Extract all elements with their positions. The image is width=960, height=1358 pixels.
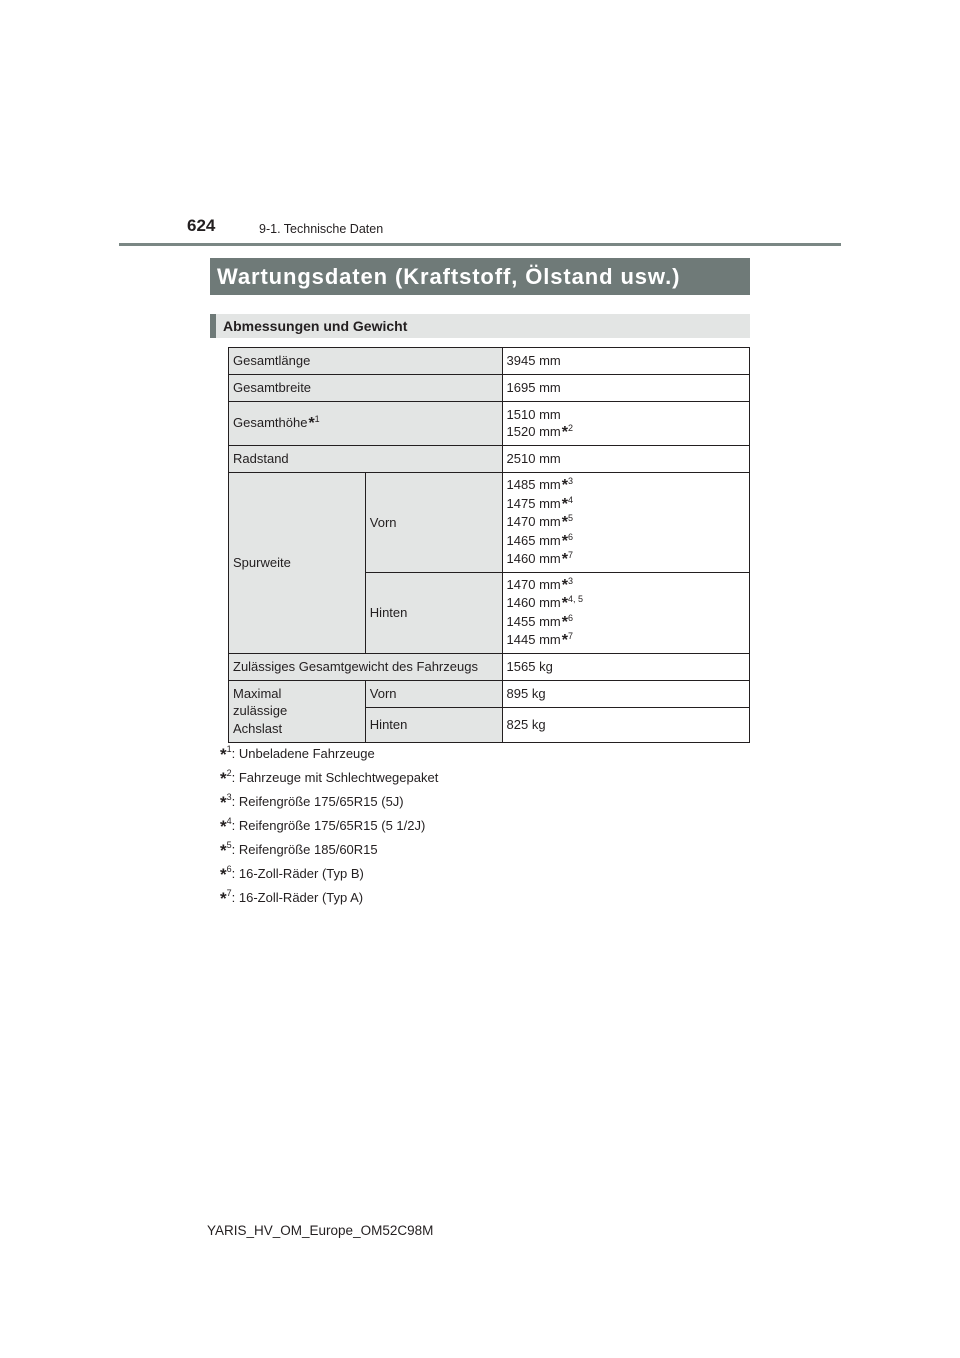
header-rule — [119, 243, 841, 246]
footnote-ref: 4 — [567, 494, 573, 505]
footnote-star: * — [561, 477, 568, 494]
value-line — [507, 513, 745, 532]
footnote-star: * — [220, 865, 227, 884]
achslast-label — [229, 680, 366, 742]
gesamthoehe-label: Gesamthöhe — [233, 415, 308, 431]
measurement-value: 1520 mm — [506, 424, 561, 439]
spurweite-hinten-values — [502, 572, 749, 653]
measurement-value: 1470 mm — [506, 514, 561, 529]
footnote-star: * — [220, 889, 227, 908]
value-line — [507, 631, 745, 650]
measurement-value: 1460 mm — [506, 595, 561, 610]
footnote-star: * — [220, 745, 227, 764]
radstand-value: 2510 mm — [502, 446, 749, 473]
table-row — [229, 402, 750, 446]
value-line — [507, 406, 745, 424]
footnote-star: * — [561, 632, 568, 649]
achslast-hinten-value: 825 kg — [502, 707, 749, 742]
footnote-text: : Unbeladene Fahrzeuge — [231, 746, 375, 761]
table-row — [229, 653, 750, 680]
footnote-text: : 16-Zoll-Räder (Typ B) — [231, 866, 364, 881]
measurement-value: 1470 mm — [506, 576, 561, 592]
footnote-star: * — [561, 532, 568, 550]
gesamtbreite-label: Gesamtbreite — [229, 375, 503, 402]
footnote — [220, 744, 438, 768]
footnote-star: * — [561, 613, 568, 631]
gesamtlaenge-label: Gesamtlänge — [229, 348, 503, 375]
table-row — [229, 473, 750, 573]
footnote-star: * — [220, 841, 227, 860]
section-reference: 9-1. Technische Daten — [259, 222, 384, 236]
value-line — [507, 594, 745, 613]
spurweite-hinten-label: Hinten — [365, 572, 502, 653]
footnote-star: * — [561, 551, 568, 568]
radstand-label: Radstand — [229, 446, 503, 473]
value-line — [507, 550, 745, 569]
gesamtgewicht-value: 1565 kg — [502, 653, 749, 680]
measurement-value: 1465 mm — [506, 532, 561, 548]
dimensions-table — [228, 347, 750, 743]
footnote-ref: 1 — [314, 414, 320, 425]
footnote-text: : Reifengröße 175/65R15 (5J) — [231, 794, 404, 809]
value-line — [507, 576, 745, 595]
measurement-value: 1455 mm — [506, 613, 561, 629]
achslast-label-line: zulässige — [233, 703, 288, 719]
footnote-number: 7 — [226, 888, 232, 898]
measurement-value: 1460 mm — [506, 551, 561, 566]
measurement-value: 1475 mm — [506, 495, 561, 511]
footnote-number: 4 — [226, 816, 232, 826]
footnote-star: * — [561, 595, 568, 612]
footnote-star: * — [561, 424, 568, 441]
main-title: Wartungsdaten (Kraftstoff, Ölstand usw.) — [210, 258, 750, 295]
footnote-ref: 6 — [567, 531, 573, 542]
page-number: 624 — [187, 216, 216, 235]
value-line — [507, 423, 745, 442]
measurement-value: 1485 mm — [506, 477, 561, 492]
footnote-ref: 3 — [567, 476, 573, 486]
footnote-number: 1 — [226, 744, 232, 754]
footnote — [220, 864, 438, 888]
measurement-value: 1510 mm — [506, 406, 561, 422]
footnote-number: 6 — [226, 864, 232, 874]
footnote-star: * — [220, 817, 227, 836]
footnote-number: 3 — [226, 792, 232, 802]
footnotes — [220, 744, 438, 912]
footnote-ref: 5 — [567, 513, 573, 523]
footnote — [220, 888, 438, 912]
footnote-text: : Reifengröße 185/60R15 — [231, 842, 378, 857]
footnote-number: 5 — [226, 840, 232, 850]
table-row — [229, 446, 750, 473]
achslast-vorn-label: Vorn — [365, 680, 502, 707]
footnote-star: * — [220, 793, 227, 812]
footnote-ref: 4, 5 — [567, 594, 583, 604]
spurweite-vorn-values — [502, 473, 749, 573]
spurweite-vorn-label: Vorn — [365, 473, 502, 573]
footnote — [220, 768, 438, 792]
spurweite-label: Spurweite — [229, 473, 366, 654]
footnote-ref: 7 — [567, 631, 573, 641]
footnote-ref: 6 — [567, 612, 573, 623]
gesamtbreite-value: 1695 mm — [502, 375, 749, 402]
document-id: YARIS_HV_OM_Europe_OM52C98M — [207, 1223, 434, 1238]
value-line — [507, 613, 745, 632]
table-row — [229, 375, 750, 402]
table-row — [229, 348, 750, 375]
gesamtlaenge-value: 3945 mm — [502, 348, 749, 375]
footnote — [220, 816, 438, 840]
achslast-label-line: Achslast — [233, 720, 283, 736]
achslast-vorn-value: 895 kg — [502, 680, 749, 707]
value-line — [507, 495, 745, 514]
footnote-text: : Reifengröße 175/65R15 (5 1/2J) — [231, 818, 426, 833]
achslast-hinten-label: Hinten — [365, 707, 502, 742]
gesamthoehe-label-cell — [229, 402, 503, 446]
footnote-star: * — [561, 514, 568, 531]
footnote-star: * — [561, 495, 568, 513]
footnote — [220, 840, 438, 864]
footnote-star: * — [308, 415, 315, 433]
footnote-text: : 16-Zoll-Räder (Typ A) — [231, 890, 364, 905]
footnote-number: 2 — [226, 768, 232, 778]
footnote-ref: 7 — [567, 550, 573, 560]
gesamthoehe-values — [502, 402, 749, 446]
gesamtgewicht-label: Zulässiges Gesamtgewicht des Fahrzeugs — [229, 653, 503, 680]
footnote-ref: 2 — [567, 423, 573, 433]
footnote — [220, 792, 438, 816]
sub-title: Abmessungen und Gewicht — [210, 314, 750, 338]
value-line — [507, 476, 745, 495]
footnote-star: * — [561, 576, 568, 594]
footnote-star: * — [220, 769, 227, 788]
measurement-value: 1445 mm — [506, 632, 561, 647]
footnote-ref: 3 — [567, 575, 573, 586]
footnote-text: : Fahrzeuge mit Schlechtwegepaket — [231, 770, 439, 785]
table-row — [229, 680, 750, 707]
achslast-label-line: Maximal — [233, 685, 282, 701]
value-line — [507, 532, 745, 551]
